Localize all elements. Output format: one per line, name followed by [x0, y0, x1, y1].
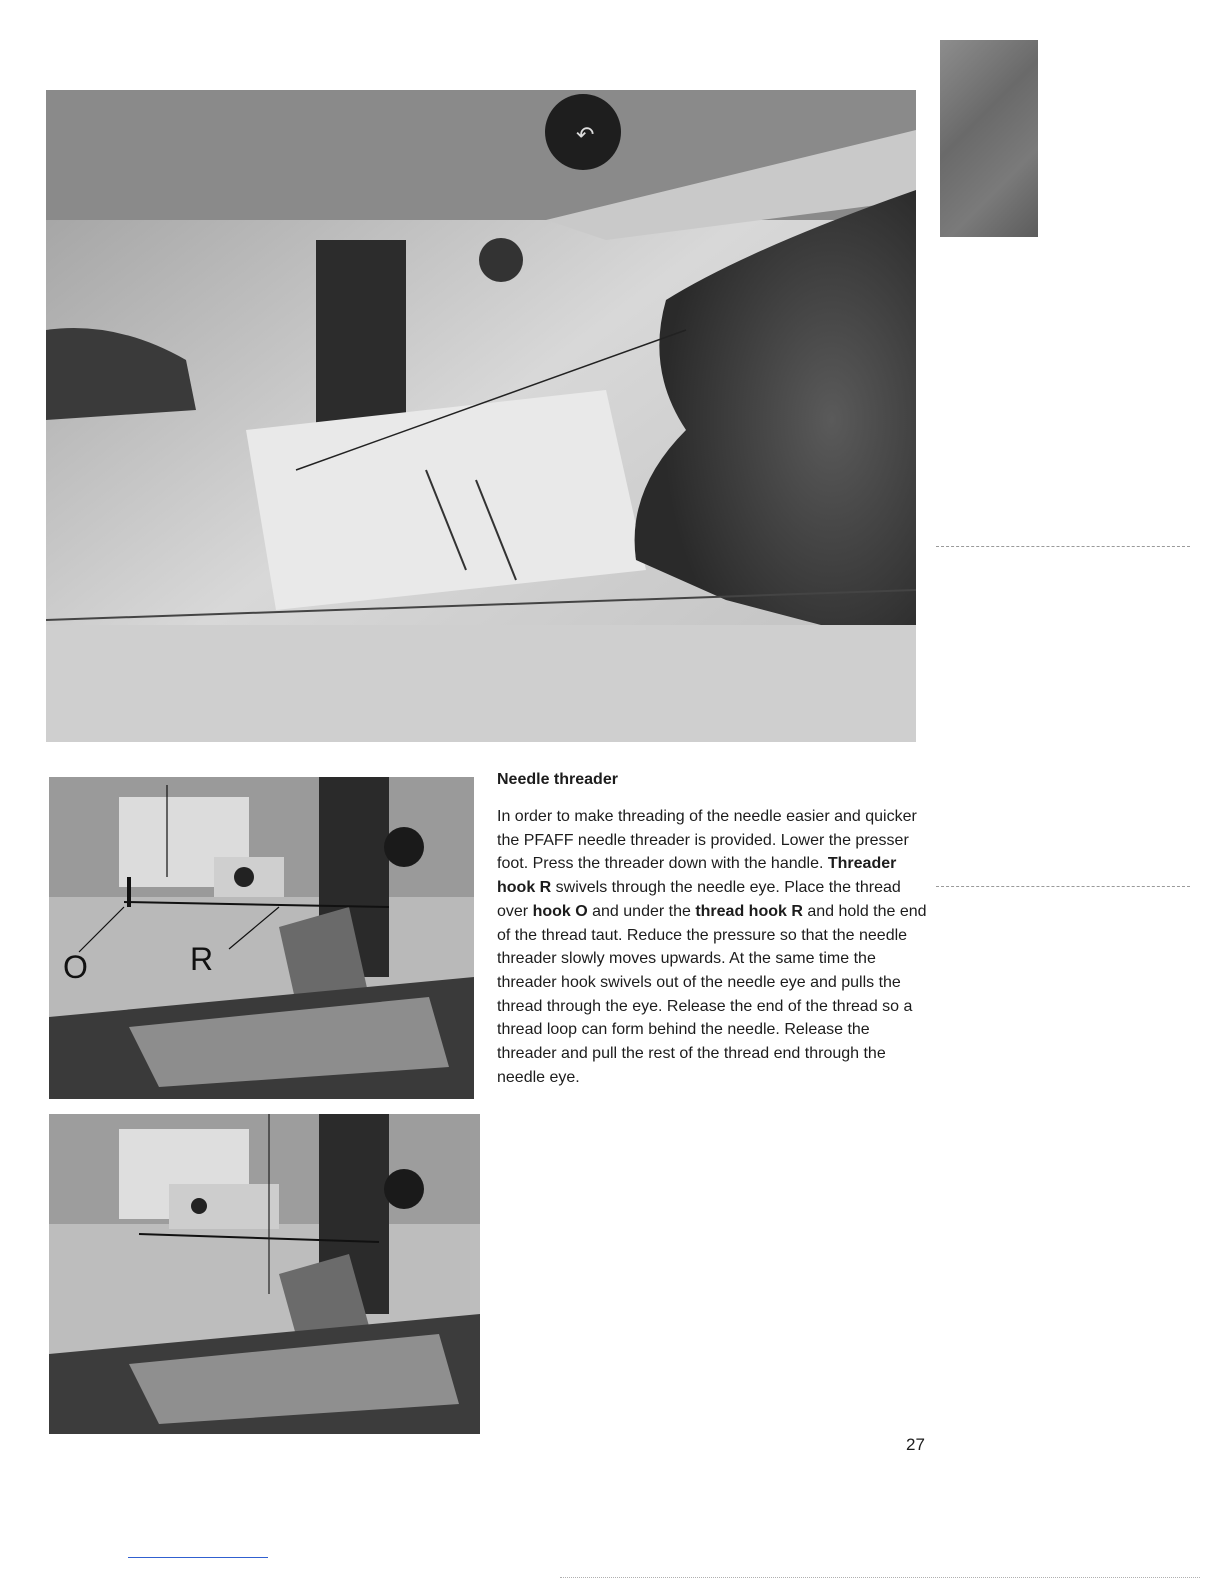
label-hook-o: O — [63, 949, 88, 985]
text-run: In order to make threading of the needle easier and quicker the PFAFF needle threader is provided. Lower the presser foot. Press the threader down with the handle. — [497, 808, 917, 873]
text-run: and hold the end of the thread taut. Reduce the pressure so that the needle threader slowly moves upwards. At the same time the threader hook swivels out of the needle eye and pulls the thread through the eye. Release the end of the thread so a thread loop can form behind the needle. Release the threader and pull the rest of the thread end through the needle eye. — [497, 902, 927, 1086]
page-number: 27 — [906, 1435, 925, 1454]
section-title: Needle threader — [497, 771, 618, 788]
footer-link-underline — [128, 1557, 268, 1558]
label-hook-r: R — [190, 941, 214, 977]
photo-threader-hooks — [49, 777, 474, 1099]
text-run: swivels through the needle eye. Place the thread over — [497, 879, 901, 920]
photo-needle-threading-overview — [46, 90, 916, 742]
photo-threader-pulling-thread — [49, 1114, 480, 1434]
text-run-bold: thread hook R — [695, 902, 803, 920]
footer-rule — [560, 1577, 1200, 1578]
text-run-bold: Threader hook R — [497, 855, 897, 897]
margin-rule — [936, 886, 1190, 887]
svg-text:↶: ↶ — [576, 123, 595, 148]
thumb-index-tab — [940, 40, 1038, 237]
text-run: and under the — [587, 902, 696, 920]
margin-rule — [936, 546, 1190, 547]
text-run-bold: hook O — [532, 902, 588, 920]
instructions-paragraph — [497, 805, 927, 1089]
